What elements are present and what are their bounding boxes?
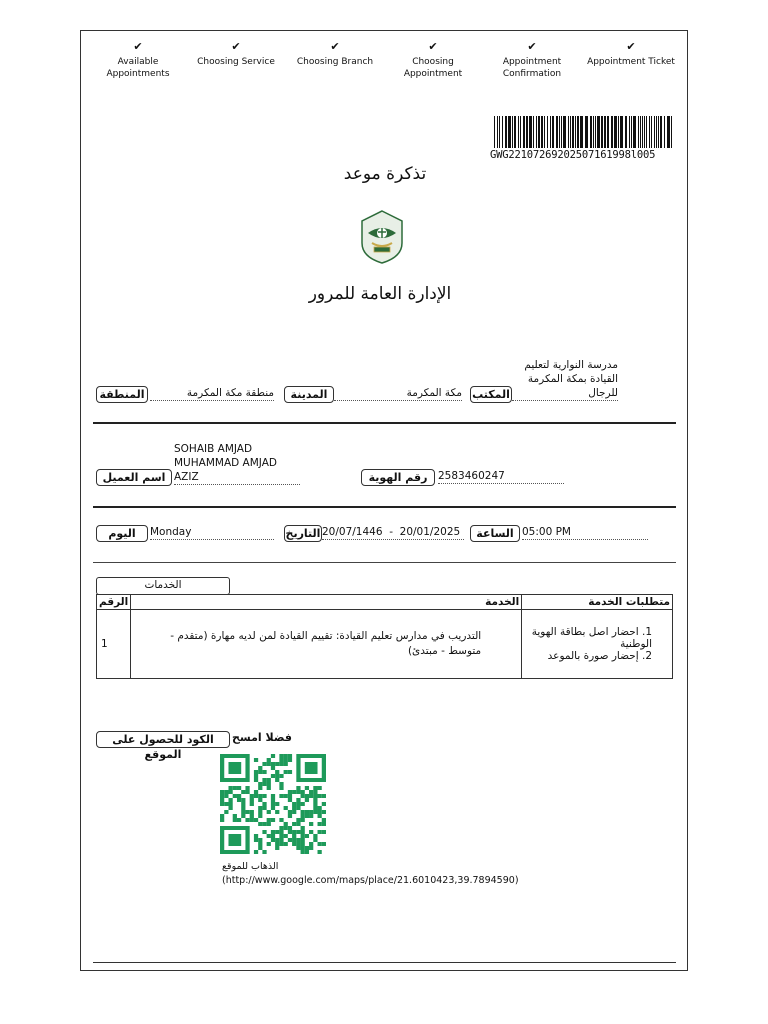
step-label: Choosing Appointment xyxy=(403,57,463,79)
client-name-value: SOHAIB AMJAD MUHAMMAD AMJAD AZIZ xyxy=(174,442,300,485)
city-value: مكة المكرمة xyxy=(334,387,462,401)
check-icon: ✔ xyxy=(626,40,636,53)
divider xyxy=(93,422,676,424)
table-header-row xyxy=(97,595,673,610)
office-value: مدرسة النوارية لتعليم القيادة بمكة المكرمة للرجال xyxy=(512,358,618,401)
step-label: Available Appointments xyxy=(106,57,170,79)
date-label: التاريخ xyxy=(285,527,321,540)
barcode xyxy=(494,116,674,148)
region-label: المنطقة xyxy=(96,386,148,403)
location-qr-code[interactable] xyxy=(220,754,326,854)
check-icon: ✔ xyxy=(330,40,340,53)
step-choosing-appointment xyxy=(383,40,483,80)
time-label: الساعة xyxy=(470,525,520,542)
traffic-emblem-icon xyxy=(357,209,407,265)
time-value: 05:00 PM xyxy=(522,526,648,540)
step-available-appointments xyxy=(88,40,188,80)
day-label: اليوم xyxy=(96,525,148,542)
divider xyxy=(93,562,676,563)
col-requirements: متطلبات الخدمة xyxy=(522,595,673,610)
client-name-label: اسم العميل xyxy=(96,469,172,486)
step-label: Appointment Ticket xyxy=(587,57,675,67)
check-icon: ✔ xyxy=(133,40,143,53)
date-value: 20/07/1446 - 20/01/2025 xyxy=(322,526,464,540)
services-section-label: الخدمات xyxy=(96,577,230,595)
service-requirements xyxy=(522,610,673,679)
divider xyxy=(93,506,676,508)
col-service: الخدمة xyxy=(131,595,522,610)
check-icon: ✔ xyxy=(527,40,537,53)
department-name: الإدارة العامة للمرور xyxy=(308,284,452,304)
day-value: Monday xyxy=(150,526,274,540)
service-number: 1 xyxy=(97,610,131,679)
service-name: التدريب في مدارس تعليم القيادة: تقييم القيادة لمن لديه مهارة (متقدم - متوسط - مبتدئ) xyxy=(131,610,522,679)
col-number: الرقم xyxy=(97,595,131,610)
scan-prompt: فضلا امسح xyxy=(232,731,292,744)
map-link[interactable]: الذهاب للموقع (http://www.google.com/maps/place/21.6010423,39.7894590) xyxy=(222,861,519,886)
id-number-label: رقم الهوية xyxy=(361,469,435,486)
requirement-item: 1. احضار اصل بطاقة الهوية الوطنية xyxy=(531,626,652,650)
step-label: Appointment Confirmation xyxy=(502,57,562,79)
ticket-title: تذكرة موعد xyxy=(343,164,427,184)
step-choosing-branch xyxy=(285,40,385,68)
footer-divider xyxy=(93,962,676,963)
services-table xyxy=(96,594,673,679)
location-code-label: الكود للحصول على الموقع xyxy=(96,731,230,748)
step-label: Choosing Branch xyxy=(296,57,374,67)
requirements-list xyxy=(526,626,668,662)
barcode-number: GWG22107269202507161998l005 xyxy=(490,149,656,161)
step-choosing-service xyxy=(186,40,286,68)
requirement-item: 2. إحضار صورة بالموعد xyxy=(547,650,652,662)
region-value: منطقة مكة المكرمة xyxy=(150,387,274,401)
check-icon: ✔ xyxy=(428,40,438,53)
progress-steps xyxy=(88,40,680,88)
step-appointment-confirmation xyxy=(482,40,582,80)
office-label: المكتب xyxy=(470,386,512,403)
table-row xyxy=(97,610,673,679)
step-label: Choosing Service xyxy=(197,57,275,67)
check-icon: ✔ xyxy=(231,40,241,53)
city-label: المدينة xyxy=(284,386,334,403)
id-number-value: 2583460247 xyxy=(438,470,564,484)
step-appointment-ticket xyxy=(581,40,681,68)
